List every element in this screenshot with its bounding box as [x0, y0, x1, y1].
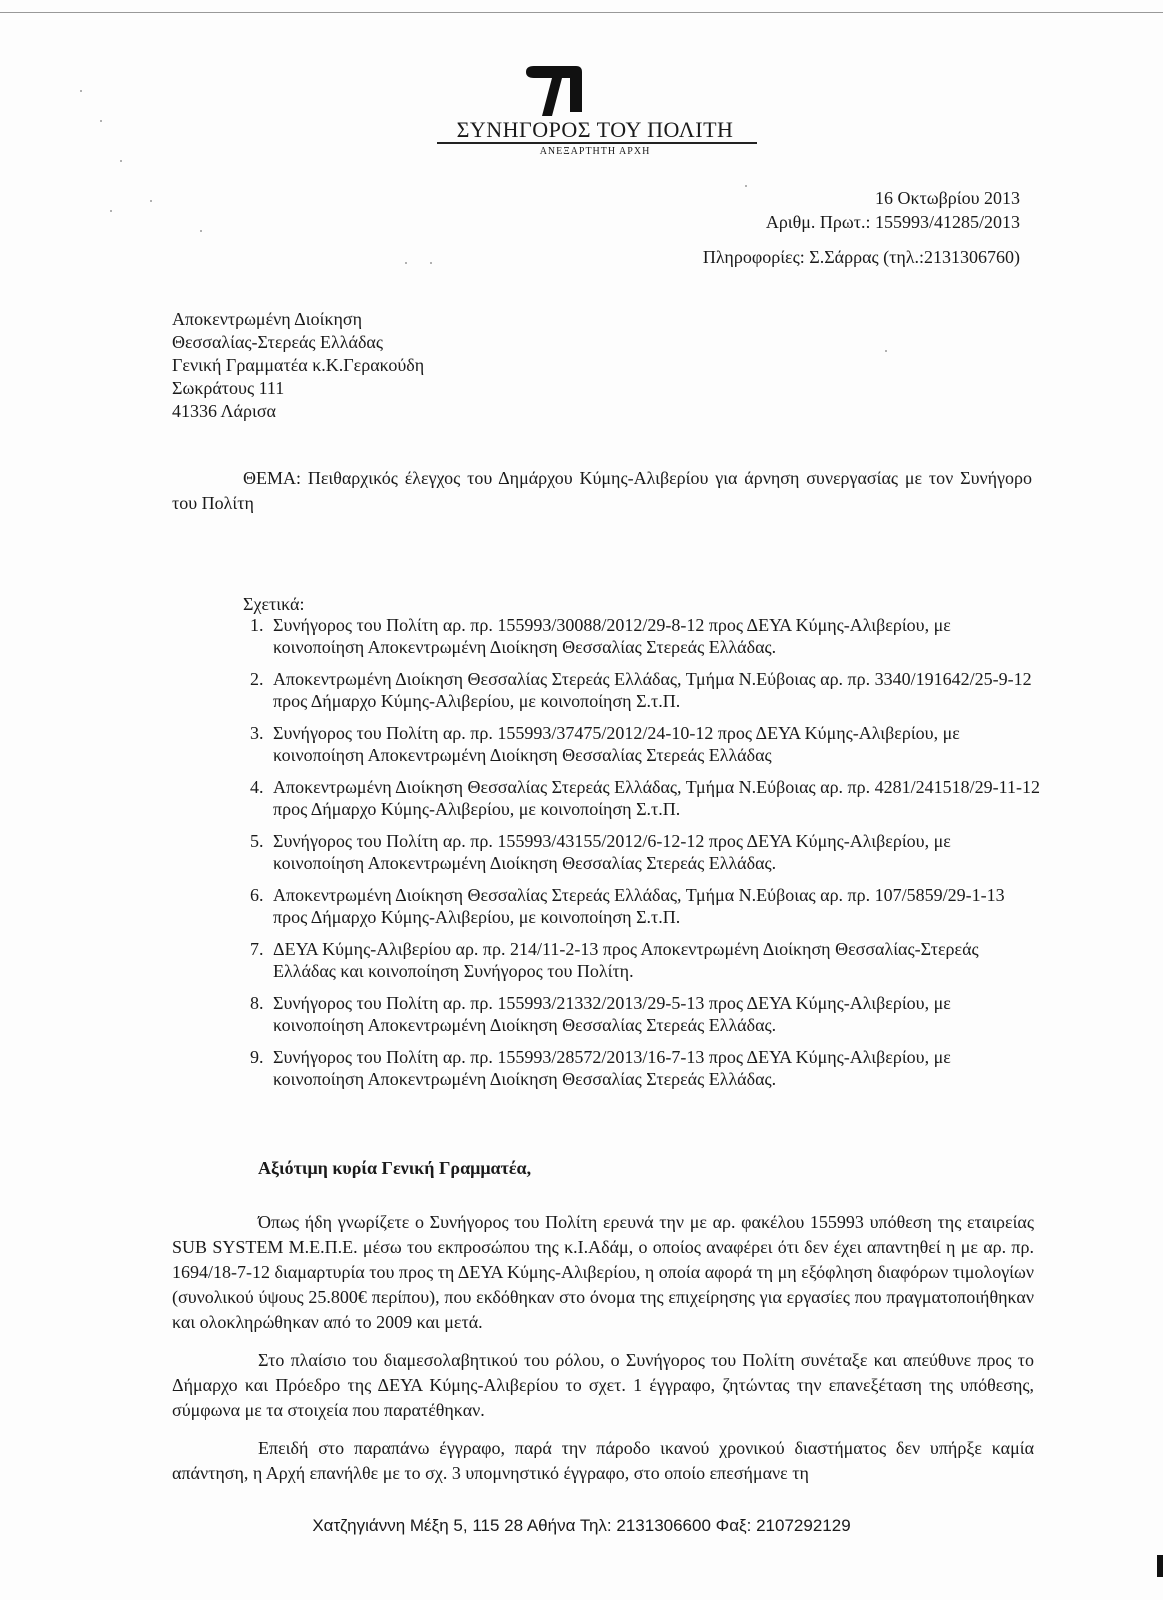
list-item: [250, 722, 1040, 766]
salutation: Αξιότιμη κυρία Γενική Γραμματέα,: [258, 1158, 532, 1178]
item-text: Συνήγορος του Πολίτη αρ. πρ. 155993/37475/2012/24-10-12 προς ΔΕΥΑ Κύμης-Αλιβερίου, με κοινοποίηση Αποκεντρωμένη Διοίκηση Θεσσαλίας Στερεάς Ελλάδας: [273, 723, 960, 765]
address-line: Σωκράτους 111: [172, 378, 285, 398]
related-list: [250, 614, 1040, 1100]
item-text: Συνήγορος του Πολίτη αρ. πρ. 155993/30088/2012/29-8-12 προς ΔΕΥΑ Κύμης-Αλιβερίου, με κοινοποίηση Αποκεντρωμένη Διοίκηση Θεσσαλίας Στερεάς Ελλάδας.: [273, 615, 951, 657]
organization-name: ΣΥΝΗΓΟΡΟΣ ΤΟΥ ΠΟΛΙΤΗ: [456, 117, 734, 142]
list-item: [250, 884, 1040, 928]
header-rule: [437, 142, 757, 144]
item-text: Αποκεντρωμένη Διοίκηση Θεσσαλίας Στερεάς Ελλάδας, Τμήμα Ν.Εύβοιας αρ. πρ. 107/5859/29-1-13 προς Δήμαρχο Κύμης-Αλιβερίου, με κοινοποίηση Σ.τ.Π.: [273, 885, 1005, 927]
list-item: [250, 938, 1040, 982]
address-line: Γενική Γραμματέα κ.Κ.Γερακούδη: [172, 355, 425, 375]
footer-contact: Χατζηγιάννη Μέξη 5, 115 28 Αθήνα Τηλ: 2131306600 Φαξ: 2107292129: [312, 1516, 851, 1535]
item-number: 1.: [250, 615, 264, 635]
list-item: [250, 992, 1040, 1036]
list-item: [250, 830, 1040, 874]
list-item: [250, 614, 1040, 658]
item-number: 6.: [250, 885, 264, 905]
item-text: Συνήγορος του Πολίτη αρ. πρ. 155993/43155/2012/6-12-12 προς ΔΕΥΑ Κύμης-Αλιβερίου, με κοινοποίηση Αποκεντρωμένη Διοίκηση Θεσσαλίας Στερεάς Ελλάδας.: [273, 831, 951, 873]
item-number: 3.: [250, 723, 264, 743]
body-paragraph: Στο πλαίσιο του διαμεσολαβητικού του ρόλου, ο Συνήγορος του Πολίτη συνέταξε και απεύθυνε προς το Δήμαρχο και Πρόεδρο της ΔΕΥΑ Κύμης-Αλιβερίου το σχετ. 1 έγγραφο, ζητώντας την επανεξέταση της υπόθεσης, σύμφωνα με τα στοιχεία που παρατέθηκαν.: [172, 1350, 1034, 1420]
scan-edge-line: [0, 12, 1163, 13]
subject-line: ΘΕΜΑ: Πειθαρχικός έλεγχος του Δημάρχου Κύμης-Αλιβερίου για άρνηση συνεργασίας με τον Συνήγορο του Πολίτη: [172, 468, 1032, 513]
ombudsman-logo-icon: [522, 60, 584, 121]
recipient-address: [172, 308, 424, 423]
item-number: 2.: [250, 669, 264, 689]
scan-edge-mark: [1157, 1555, 1163, 1577]
contact-info: Πληροφορίες: Σ.Σάρρας (τηλ.:2131306760): [702, 247, 1020, 267]
body-paragraph: Επειδή στο παραπάνω έγγραφο, παρά την πάροδο ικανού χρονικού διαστήματος δεν υπήρξε καμία απάντηση, η Αρχή επανήλθε με το σχ. 3 υπομνηστικό έγγραφο, στο οποίο επεσήμανε τη: [172, 1438, 1034, 1483]
protocol-number: Αριθμ. Πρωτ.: 155993/41285/2013: [765, 212, 1020, 232]
item-number: 5.: [250, 831, 264, 851]
body-paragraph: Όπως ήδη γνωρίζετε ο Συνήγορος του Πολίτη ερευνά την με αρ. φακέλου 155993 υπόθεση της εταιρείας SUB SYSTEM Μ.Ε.Π.Ε. μέσω του εκπροσώπου της κ.Ι.Αδάμ, ο οποίος αναφέρει ότι δεν έχει απαντηθεί η με αρ. πρ. 1694/18-7-12 διαμαρτυρία του προς τη ΔΕΥΑ Κύμης-Αλιβερίου, η οποία αφορά τη μη εξόφληση διαφόρων τιμολογίων (συνολικού ύψους 25.800€ περίπου), που εκδόθηκαν στο όνομα της επιχείρησης για εργασίες που πραγματοποιήθηκαν και ολοκληρώθηκαν από το 2009 και μετά.: [172, 1212, 1034, 1332]
letter-body: [172, 1210, 1034, 1499]
list-item: [250, 668, 1040, 712]
item-text: ΔΕΥΑ Κύμης-Αλιβερίου αρ. πρ. 214/11-2-13 προς Αποκεντρωμένη Διοίκηση Θεσσαλίας-Στερεάς Ελλάδας και κοινοποίηση Συνήγορος του Πολίτη.: [273, 939, 979, 981]
list-item: [250, 1046, 1040, 1090]
item-number: 4.: [250, 777, 264, 797]
list-item: [250, 776, 1040, 820]
related-heading: Σχετικά:: [243, 594, 305, 614]
address-line: Θεσσαλίας-Στερεάς Ελλάδας: [172, 332, 383, 352]
item-text: Αποκεντρωμένη Διοίκηση Θεσσαλίας Στερεάς Ελλάδας, Τμήμα Ν.Εύβοιας αρ. πρ. 3340/191642/25-9-12 προς Δήμαρχο Κύμης-Αλιβερίου, με κοινοποίηση Σ.τ.Π.: [273, 669, 1032, 711]
item-number: 9.: [250, 1047, 264, 1067]
item-text: Αποκεντρωμένη Διοίκηση Θεσσαλίας Στερεάς Ελλάδας, Τμήμα Ν.Εύβοιας αρ. πρ. 4281/241518/29-11-12 προς Δήμαρχο Κύμης-Αλιβερίου, με κοινοποίηση Σ.τ.Π.: [273, 777, 1040, 819]
address-line: Αποκεντρωμένη Διοίκηση: [172, 309, 363, 329]
letter-date: 16 Οκτωβρίου 2013: [874, 188, 1020, 208]
address-line: 41336 Λάρισα: [172, 401, 276, 421]
item-number: 7.: [250, 939, 264, 959]
item-number: 8.: [250, 993, 264, 1013]
item-text: Συνήγορος του Πολίτη αρ. πρ. 155993/21332/2013/29-5-13 προς ΔΕΥΑ Κύμης-Αλιβερίου, με κοινοποίηση Αποκεντρωμένη Διοίκηση Θεσσαλίας Στερεάς Ελλάδας.: [273, 993, 951, 1035]
item-text: Συνήγορος του Πολίτη αρ. πρ. 155993/28572/2013/16-7-13 προς ΔΕΥΑ Κύμης-Αλιβερίου, με κοινοποίηση Αποκεντρωμένη Διοίκηση Θεσσαλίας Στερεάς Ελλάδας.: [273, 1047, 951, 1089]
organization-subtitle: ΑΝΕΞΑΡΤΗΤΗ ΑΡΧΗ: [539, 146, 651, 157]
